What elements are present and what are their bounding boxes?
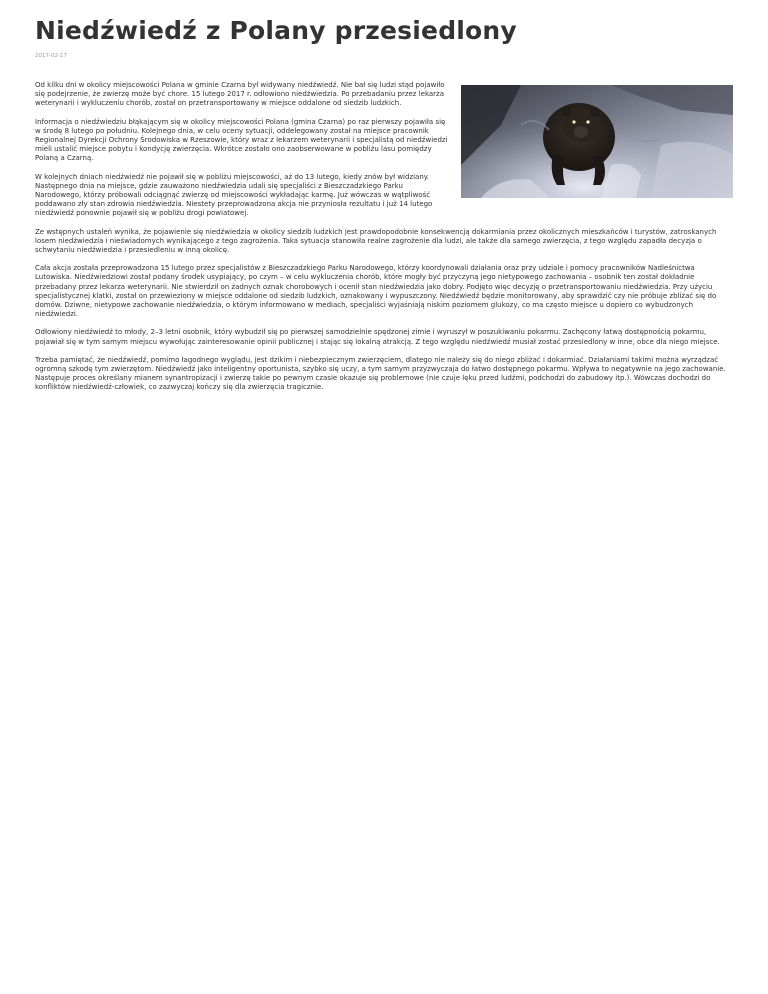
- paragraph: Od kilku dni w okolicy miejscowości Polana w gminie Czarna był widywany niedźwiedź. Nie bał się ludzi stąd pojawiło się podejrzenie, że zwierzę może być chore. 15 lutego 2017 r. odłowiono niedźwiedzia. Po przebadaniu przez lekarza weterynarii i wykluczeniu chorób, został on przetransportowany w miejsce oddalone od siedzib ludzkich.: [35, 81, 445, 108]
- paragraph: Ze wstępnych ustaleń wynika, że pojawienie się niedźwiedzia w okolicy siedzib ludzkich jest prawdopodobnie konsekwencją dokarmiania przez okolicznych mieszkańców i turystów, zatroskanych losem niedźwiedzia i nieświadomych wynikającego z tego zagrożenia. Taka sytuacja stanowiła realne zagrożenie dla ludzi, ale także dla samego zwierzęcia, z tego względu zapadła decyzja o schwytaniu niedźwiedzia i przesiedleniu w inną okolicę.: [35, 227, 717, 255]
- paragraph: Trzeba pamiętać, że niedźwiedź, pomimo łagodnego wyglądu, jest dzikim i niebezpiecznym zwierzęciem, dlatego nie należy się do niego zbliżać i dokarmiać. Działaniami takimi można wyrządzać ogromną szkodę tym zwierzętom. Niedźwiedź jako inteligentny oportunista, szybko się uczy, a tym samym przyzwyczaja do łatwo dostępnego pokarmu. Wpływa to negatywnie na jego zachowanie. Następuje proces określany mianem synantropizacji i zwierzę takie po pewnym czasie okazuje się problemowe (nie czuje lęku przed ludźmi, podchodzi do zabudowy itp.). Wówczas dochodzi do konfliktów niedźwiedź-człowiek, co zazwyczaj kończy się dla zwierzęcia tragicznie.: [35, 355, 726, 392]
- paragraph: W kolejnych dniach niedźwiedź nie pojawił się w pobliżu miejscowości, aż do 13 lutego, kiedy znów był widziany. Następnego dnia na miejsce, gdzie zauważono niedźwiedzia udali się specjaliści z Bieszczadzkiego Parku Narodowego, którzy próbowali odciągnąć zwierzę od miejscowości wykładając karmę. Już wówczas w wątpliwość poddawano zły stan zdrowia niedźwiedzia. Niestety przeprowadzona akcja nie przyniosła rezultatu i już 14 lutego niedźwiedź ponownie pojawił się w pobliżu drogi powiatowej.: [35, 172, 433, 218]
- article-date: 2017-02-17: [35, 53, 67, 59]
- paragraph: Informacja o niedźwiedziu błąkającym się w okolicy miejscowości Polana (gmina Czarna) po raz pierwszy pojawiła się w środę 8 lutego po południu. Kolejnego dnia, w celu oceny sytuacji, oddelegowany został na miejsce pracownik Regionalnej Dyrekcji Ochrony Środowiska w Rzeszowie, który wraz z lekarzem weterynarii i specjalistą od niedźwiedzi mieli ustalić miejsce pobytu i kondycję zwierzęcia. Wkrótce zostało ono zaobserwowane w pobliżu lasu pomiędzy Polaną a Czarną.: [35, 117, 448, 163]
- article-page: [0, 0, 768, 393]
- article-title: Niedźwiedź z Polany przesiedlony: [35, 16, 517, 45]
- paragraph: Odłowiony niedźwiedź to młody, 2–3 letni osobnik, który wybudził się po pierwszej samodzielnie spędzonej zimie i wyruszył w poszukiwaniu pokarmu. Zachęcony łatwą dostępnością pokarmu, pojawiał się w tym samym miejscu wywołując zainteresowanie opinii publicznej i stając się lokalną atrakcją. Z tego względu niedźwiedź musiał zostać przesiedlony w inne, obce dla niego miejsce.: [35, 328, 720, 346]
- paragraph: Cała akcja została przeprowadzona 15 lutego przez specjalistów z Bieszczadzkiego Parku Narodowego, którzy koordynowali działania oraz przy udziale i pomocy pracowników Nadleśnictwa Lutowiska. Niedźwiedziowi został podany środek usypiający, po czym – w celu wykluczenia chorób, które mogły być przyczyną jego nietypowego zachowania – osobnik ten został dokładnie przebadany przez lekarza weterynarii. Nie stwierdził on żadnych oznak chorobowych i ocenił stan niedźwiedzia jako dobry. Podjęto więc decyzję o przetransportowaniu niedźwiedzia. Przy użyciu specjalistycznej klatki, został on przewieziony w miejsce oddalone od siedzib ludzkich, oznakowany i wypuszczony. Niedźwiedź będzie monitorowany, aby sprawdzić czy nie próbuje zbliżać się do domów. Dziwne, nietypowe zachowanie niedźwiedzia, o którym informowano w mediach, specjaliści wyjaśniają niskim poziomem glukozy, co ma często miejsce u dopiero co wybudzonych niedźwiedzi.: [35, 264, 717, 319]
- article-body: [35, 81, 733, 393]
- bear-photo: [461, 85, 733, 198]
